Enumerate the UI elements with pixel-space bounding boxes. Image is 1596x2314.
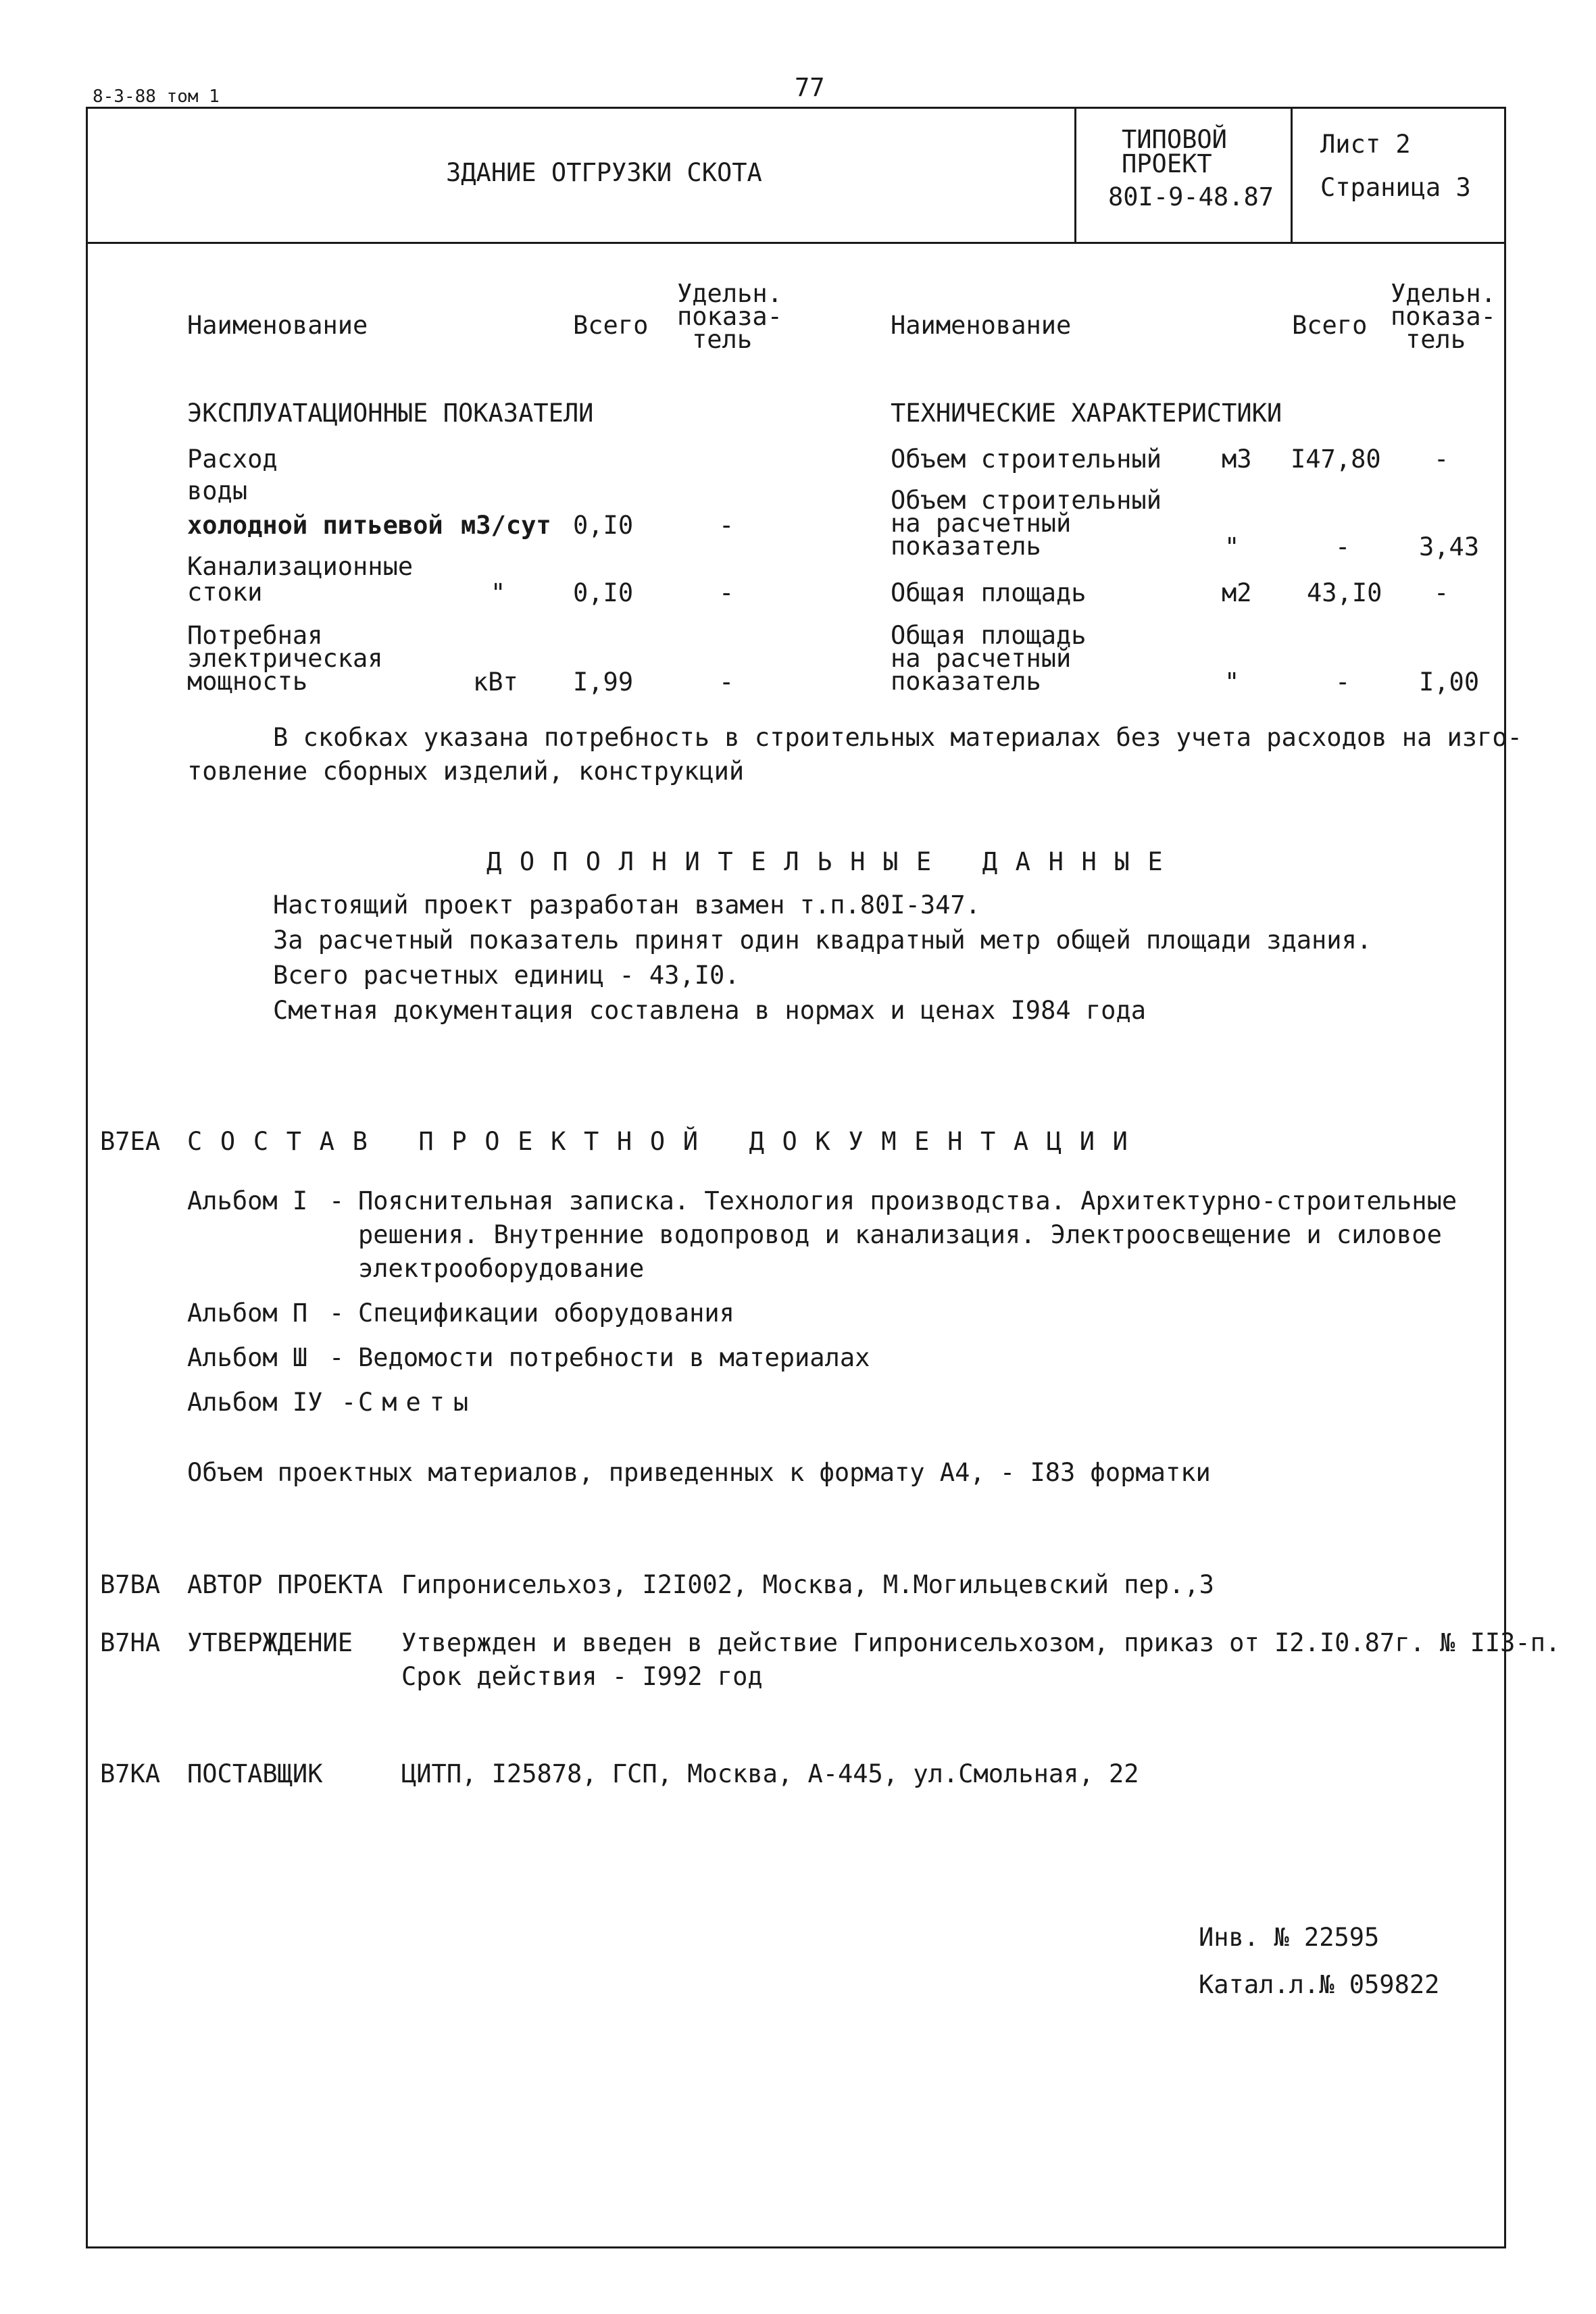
- additional-line3: Всего расчетных единиц - 43,I0.: [273, 961, 740, 990]
- sheet-number: Лист 2: [1320, 130, 1411, 159]
- left-row5-l3: мощность: [187, 667, 308, 696]
- album3-text: Ведомости потребности в материалах: [358, 1343, 870, 1372]
- left-row5-spec: -: [719, 668, 734, 697]
- right-row2-spec: 3,43: [1419, 532, 1480, 561]
- supplier-text: ЦИТП, I25878, ГСП, Москва, А-445, ул.Смольная, 22: [401, 1759, 1139, 1788]
- approval-line2: Срок действия - I992 год: [401, 1662, 763, 1691]
- left-row1: Расход: [187, 445, 278, 474]
- col-header-spec-right-l2: показа-: [1391, 302, 1496, 331]
- col-header-spec-left-l1: Удельн.: [677, 279, 782, 308]
- additional-heading: ДОПОЛНИТЕЛЬНЫЕ ДАННЫЕ: [487, 847, 1181, 876]
- section-operational: ЭКСПЛУАТАЦИОННЫЕ ПОКАЗАТЕЛИ: [187, 399, 594, 428]
- header-vline-1: [1074, 107, 1076, 243]
- col-header-name-left: Наименование: [187, 311, 368, 340]
- approval-code: В7НА: [100, 1628, 161, 1657]
- col-header-total-left: Всего: [573, 311, 649, 340]
- right-row4-unit: ": [1224, 668, 1240, 697]
- album2-dash: -: [329, 1299, 345, 1328]
- album4-label: Альбом IУ: [187, 1388, 323, 1417]
- left-row3-total: 0,I0: [573, 511, 634, 540]
- album2-label: Альбом П: [187, 1299, 308, 1328]
- right-row4-l2: на расчетный: [891, 644, 1072, 673]
- project-type-line2: ПРОЕКТ: [1122, 149, 1212, 178]
- right-row2-l3: показатель: [891, 532, 1041, 561]
- col-header-spec-right-l3: тель: [1405, 325, 1466, 354]
- document-title: ЗДАНИЕ ОТГРУЗКИ СКОТА: [446, 158, 762, 187]
- page-label: Страница 3: [1320, 173, 1471, 202]
- project-code: 80I-9-48.87: [1108, 182, 1274, 211]
- left-row3-unit: м3/сут: [461, 511, 551, 540]
- note-line2: товление сборных изделий, конструкций: [187, 757, 745, 786]
- album4-dash: -: [341, 1388, 357, 1417]
- supplier-code: В7КА: [100, 1759, 161, 1788]
- right-row2-l1: Объем строительный: [891, 486, 1162, 515]
- right-row1-total: I47,80: [1291, 445, 1381, 474]
- catalog-number: Катал.л.№ 059822: [1199, 1970, 1440, 1999]
- author-code: В7ВА: [100, 1570, 161, 1599]
- album1-line3: электрооборудование: [358, 1254, 645, 1283]
- header-vline-2: [1291, 107, 1293, 243]
- right-row3-name: Общая площадь: [891, 578, 1087, 607]
- right-row3-total: 43,I0: [1307, 578, 1382, 607]
- album3-label: Альбом Ш: [187, 1343, 308, 1372]
- right-row4-total: -: [1335, 668, 1351, 697]
- col-header-spec-left-l3: тель: [692, 325, 753, 354]
- right-row2-l2: на расчетный: [891, 509, 1072, 538]
- header-divider: [86, 242, 1506, 244]
- author-text: Гипронисельхоз, I2I002, Москва, М.Могильцевский пер.,3: [401, 1570, 1214, 1599]
- left-row4-l2: стоки: [187, 578, 263, 607]
- right-row2-total: -: [1335, 532, 1351, 561]
- left-row4-l1: Канализационные: [187, 552, 414, 581]
- album1-line1: Пояснительная записка. Технология производства. Архитектурно-строительные: [358, 1186, 1457, 1215]
- project-type-line1: ТИПОВОЙ: [1122, 125, 1227, 154]
- left-row4-total: 0,I0: [573, 578, 634, 607]
- right-row1-unit: м3: [1222, 445, 1252, 474]
- page-number: 77: [795, 73, 825, 102]
- right-row2-unit: ": [1224, 532, 1240, 561]
- left-row5-unit: кВт: [473, 668, 518, 697]
- left-row4-unit: ": [491, 578, 506, 607]
- col-header-total-right: Всего: [1292, 311, 1368, 340]
- right-row3-unit: м2: [1222, 578, 1252, 607]
- note-line1: В скобках указана потребность в строительных материалах без учета расходов на изго-: [273, 723, 1522, 752]
- additional-line2: За расчетный показатель принят один квадратный метр общей площади здания.: [273, 926, 1372, 955]
- left-row5-l2: электрическая: [187, 644, 383, 673]
- volume-line: Объем проектных материалов, приведенных к формату А4, - I83 форматки: [187, 1458, 1211, 1487]
- album3-dash: -: [329, 1343, 345, 1372]
- col-header-name-right: Наименование: [891, 311, 1072, 340]
- approval-label: УТВЕРЖДЕНИЕ: [187, 1628, 353, 1657]
- supplier-label: ПОСТАВЩИК: [187, 1759, 323, 1788]
- doc-reference: 8-3-88 том 1: [93, 86, 220, 107]
- composition-code: В7ЕА: [100, 1127, 161, 1156]
- left-row2: воды: [187, 476, 248, 505]
- composition-heading: СОСТАВ ПРОЕКТНОЙ ДОКУМЕНТАЦИИ: [187, 1127, 1146, 1156]
- left-row3-name: холодной питьевой: [187, 511, 443, 540]
- section-technical: ТЕХНИЧЕСКИЕ ХАРАКТЕРИСТИКИ: [891, 399, 1282, 428]
- inventory-number: Инв. № 22595: [1199, 1923, 1380, 1952]
- right-row4-spec: I,00: [1419, 668, 1480, 697]
- album4-text: Сметы: [358, 1388, 478, 1417]
- right-row1-spec: -: [1434, 445, 1449, 474]
- right-row3-spec: -: [1434, 578, 1449, 607]
- left-row3-spec: -: [719, 511, 734, 540]
- col-header-spec-right-l1: Удельн.: [1391, 279, 1496, 308]
- right-row4-l1: Общая площадь: [891, 621, 1087, 650]
- right-row1-name: Объем строительный: [891, 445, 1162, 474]
- album2-text: Спецификации оборудования: [358, 1299, 734, 1328]
- author-label: АВТОР ПРОЕКТА: [187, 1570, 383, 1599]
- album1-line2: решения. Внутренние водопровод и канализация. Электроосвещение и силовое: [358, 1220, 1442, 1249]
- left-row5-total: I,99: [573, 668, 634, 697]
- approval-line1: Утвержден и введен в действие Гипронисельхозом, приказ от I2.I0.87г. № II3-п.: [401, 1628, 1561, 1657]
- right-row4-l3: показатель: [891, 667, 1041, 696]
- left-row4-spec: -: [719, 578, 734, 607]
- additional-line1: Настоящий проект разработан взамен т.п.80I-347.: [273, 890, 980, 920]
- col-header-spec-left-l2: показа-: [677, 302, 782, 331]
- album1-dash: -: [329, 1186, 345, 1215]
- album1-label: Альбом I: [187, 1186, 308, 1215]
- left-row5-l1: Потребная: [187, 621, 323, 650]
- additional-line4: Сметная документация составлена в нормах и ценах I984 года: [273, 996, 1147, 1025]
